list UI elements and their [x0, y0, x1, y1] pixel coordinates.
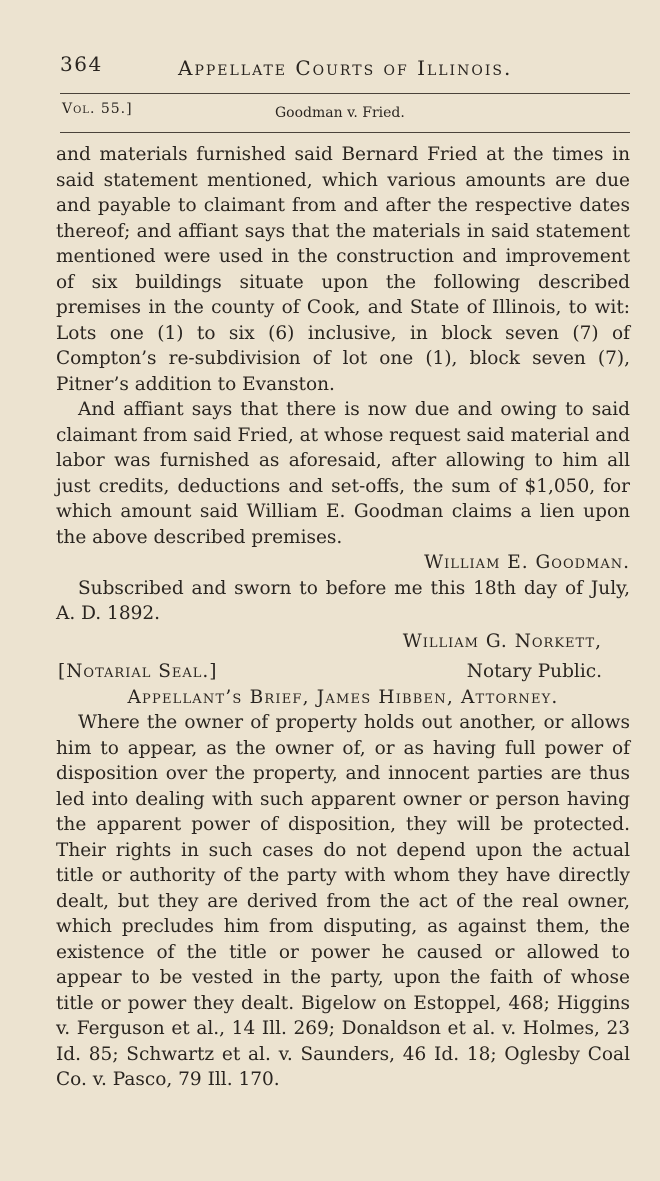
brief-heading: Appellant’s Brief, James Hibben, Attorney. [127, 686, 559, 708]
body-text [56, 142, 630, 1093]
subheader [60, 101, 620, 125]
paragraph-brief: Where the owner of property holds out another, or allows him to appear, as the owner of, or as having full power of disposition over the property, and innocent parties are thus led into dealing with such apparent owner or person having the apparent power of disposition, they will be protected. Their rights in such cases do not depend upon the actual title or authority of the party with whom they have directly dealt, but they are derived from the act of the real owner, which precludes him from disputing, as against them, the existence of the title or power he caused or allowed to appear to be vested in the party, upon the faith of whose title or power they dealt. Bigelow on Estoppel, 468; Higgins v. Ferguson et al., 14 Ill. 269; Donaldson et al. v. Holmes, 23 Id. 85; Schwartz et al. v. Saunders, 46 Id. 18; Oglesby Coal Co. v. Pasco, 79 Ill. 170. [56, 712, 630, 1090]
case-name: Goodman v. Fried. [275, 105, 405, 121]
paragraph-lien-statement: and materials furnished said Bernard Fried at the times in said statement mentioned, which various amounts are due and payable to claimant from and after the respective dates thereof; and affiant says that the materials in said statement mentioned were used in the construction and improvement of six buildings situate upon the following described premises in the county of Cook, and State of Illinois, to wit: Lots one (1) to six (6) inclusive, in block seven (7) of Compton’s re-subdivision of lot one (1), block seven (7), Pitner’s addition to Evanston. [56, 144, 630, 395]
running-title: Appellate Courts of Illinois. [178, 56, 513, 80]
notary-block [56, 629, 630, 685]
affiant-signature: William E. Goodman. [424, 552, 630, 573]
notary-name: William G. Norkett, [402, 630, 602, 652]
notarial-seal: [Notarial Seal.] [58, 660, 218, 682]
page-header [60, 52, 540, 86]
page-number: 364 [60, 52, 103, 76]
jurat: Subscribed and sworn to before me this 18th day of July, A. D. 1892. [56, 577, 630, 624]
notary-title: Notary Public. [466, 660, 602, 682]
header-rule [60, 93, 630, 94]
volume-label: Vol. 55.] [62, 101, 133, 117]
paragraph-affidavit: And affiant says that there is now due and owing to said claimant from said Fried, at whose request said material and labor was furnished as aforesaid, after allowing to him all just credits, deductions and set-offs, the sum of $1,050, for which amount said William E. Goodman claims a lien upon the above described premises. [56, 399, 630, 548]
subheader-rule [60, 132, 630, 133]
